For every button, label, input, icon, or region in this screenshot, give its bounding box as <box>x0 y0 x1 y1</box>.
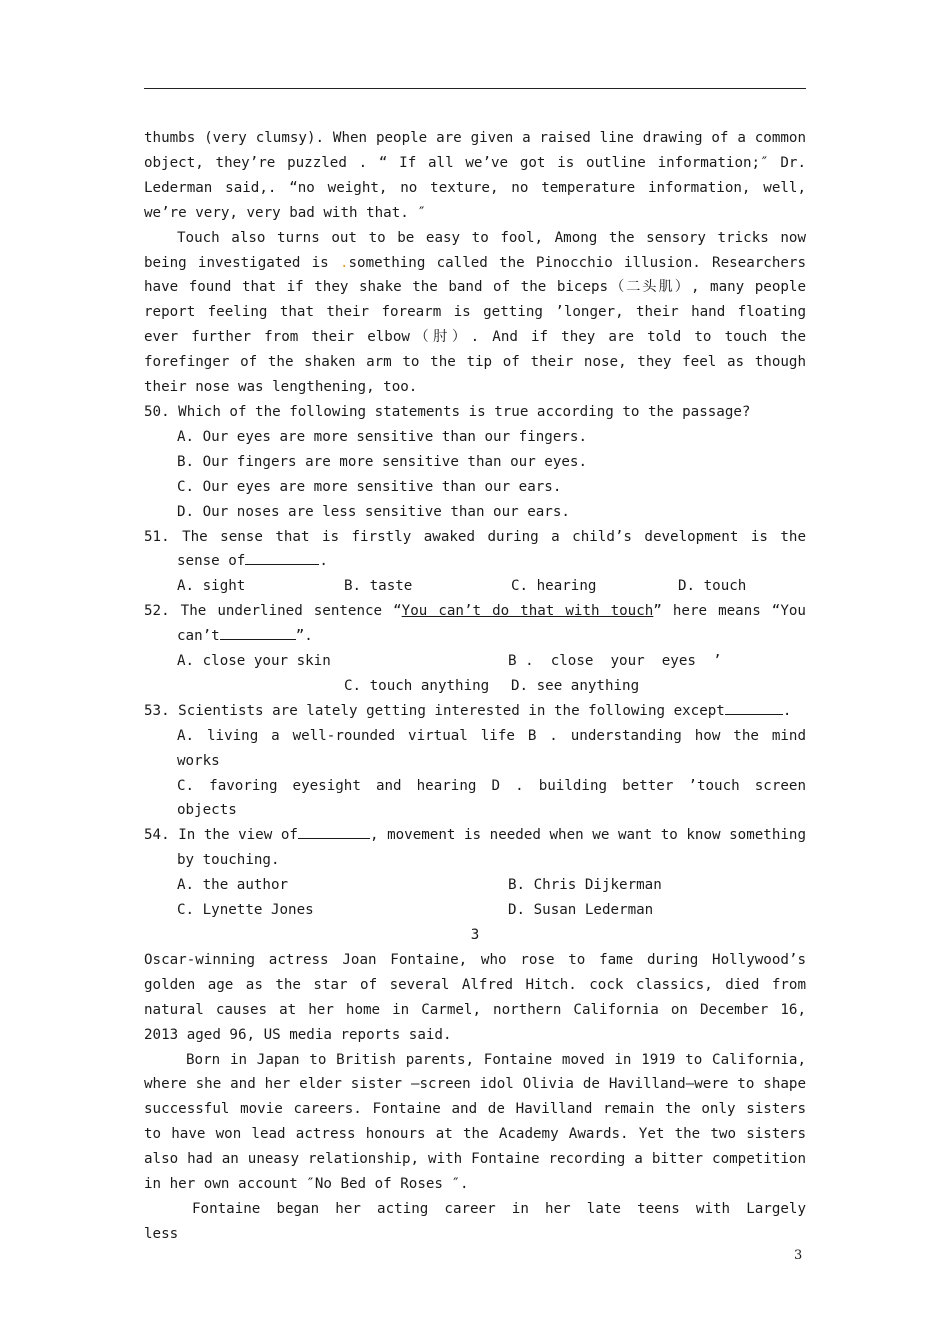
question-52-option-b: B . close your eyes ’ <box>508 653 722 670</box>
passage-a-text-cont: something called the Pinocchio illusion. Researchers have found that if they shake the band of the biceps（二头肌）, many people report feeling that their forearm is getting ’longer, their hand floating ever further from their elbow（肘）. And if they are told to touch the forefinger of the shaken arm to the tip of their nose, they feel as though their nose was lengthening, too. <box>144 254 806 396</box>
question-54-stem <box>144 823 806 873</box>
answer-blank <box>725 699 783 715</box>
question-54-options-row-1 <box>144 873 806 898</box>
question-53-options-ab: A. living a well-rounded virtual life B . understanding how the mind works <box>177 727 806 769</box>
answer-blank <box>298 823 370 839</box>
question-50-option-d: D. Our noses are less sensitive than our ears. <box>177 503 570 520</box>
orange-dot-mark: . <box>339 254 349 271</box>
page-number: 3 <box>794 1248 803 1263</box>
passage-a-paragraph-2 <box>144 226 806 400</box>
question-51-option-a: A. sight <box>177 578 246 595</box>
question-54-option-d: D. Susan Lederman <box>508 902 654 919</box>
question-52-text-b: ” here means “You can’t <box>177 603 806 645</box>
question-51-stem <box>144 525 806 575</box>
question-51-options <box>144 574 806 599</box>
question-50-option-c: C. Our eyes are more sensitive than our ears. <box>177 478 562 495</box>
question-52-option-c: C. touch anything <box>344 677 490 694</box>
question-52-options-row-2 <box>144 674 806 699</box>
question-54-option-b: B. Chris Dijkerman <box>508 877 662 894</box>
question-53-end: . <box>782 702 792 719</box>
question-51-option-d: D. touch <box>678 578 747 595</box>
question-54-text-b: , movement is needed when we want to know something by touching. <box>177 827 807 869</box>
question-50-option-b: B. Our fingers are more sensitive than our eyes. <box>177 453 587 470</box>
page-content <box>144 126 806 1247</box>
question-52-option-a: A. close your skin <box>177 653 331 670</box>
question-53-stem <box>144 699 806 724</box>
answer-blank <box>245 549 319 565</box>
question-51-option-b: B. taste <box>344 578 413 595</box>
answer-blank <box>220 624 296 640</box>
question-52-options-row-1 <box>144 649 806 674</box>
passage-b-paragraph-2: Born in Japan to British parents, Fontaine moved in 1919 to California, where she and her elder sister —screen idol Olivia de Havilland—were to shape successful movie careers. Fontaine and de Havilland remain the only sisters to have won lead actress honours at the Academy Awards. Yet the two sisters also had an uneasy relationship, with Fontaine recording a bitter competition in her own account ″No Bed of Roses ″. <box>144 1051 806 1193</box>
passage-b-paragraph-3: Fontaine began her acting career in her late teens with Largely less <box>144 1200 806 1242</box>
question-50-stem: 50. Which of the following statements is true according to the passage? <box>144 403 751 420</box>
passage-a-paragraph-1: thumbs (very clumsy). When people are given a raised line drawing of a common object, they’re puzzled . “ If all we’ve got is outline information;″ Dr. Lederman said,. “no weight, no texture, no temperature information, well, we’re very, very bad with that. ″ <box>144 130 806 221</box>
question-52-option-d: D. see anything <box>511 677 640 694</box>
question-51-text: 51. The sense that is firstly awaked during a child’s development is the sense of <box>144 528 806 570</box>
question-54-option-c: C. Lynette Jones <box>177 902 314 919</box>
underlined-sentence: You can’t do that with touch <box>401 603 654 620</box>
header-rule <box>144 88 806 89</box>
question-52-text-a: 52. The underlined sentence “ <box>144 603 402 620</box>
question-52-stem <box>144 599 806 649</box>
question-53-options-cd: C. favoring eyesight and hearing D . building better ’touch screen objects <box>177 777 806 819</box>
passage-b-paragraph-1: Oscar-winning actress Joan Fontaine, who rose to fame during Hollywood’s golden age as the star of several Alfred Hitch. cock classics, died from natural causes at her home in Carmel, northern California on December 16, 2013 aged 96, US media reports said. <box>144 951 806 1043</box>
question-51-end: . <box>319 553 328 570</box>
question-52-end: ”. <box>295 628 313 645</box>
question-53-text: 53. Scientists are lately getting interested in the following except <box>144 702 725 719</box>
question-51-option-c: C. hearing <box>511 578 597 595</box>
section-number: 3 <box>470 927 480 943</box>
passage-a-text: Touch also turns out to be easy to fool, Among the sensory tricks now being investigated is <box>144 229 806 271</box>
question-54-text-a: 54. In the view of <box>144 827 298 844</box>
question-54-options-row-2 <box>144 898 806 923</box>
question-50-option-a: A. Our eyes are more sensitive than our fingers. <box>177 428 587 445</box>
question-54-option-a: A. the author <box>177 877 289 894</box>
